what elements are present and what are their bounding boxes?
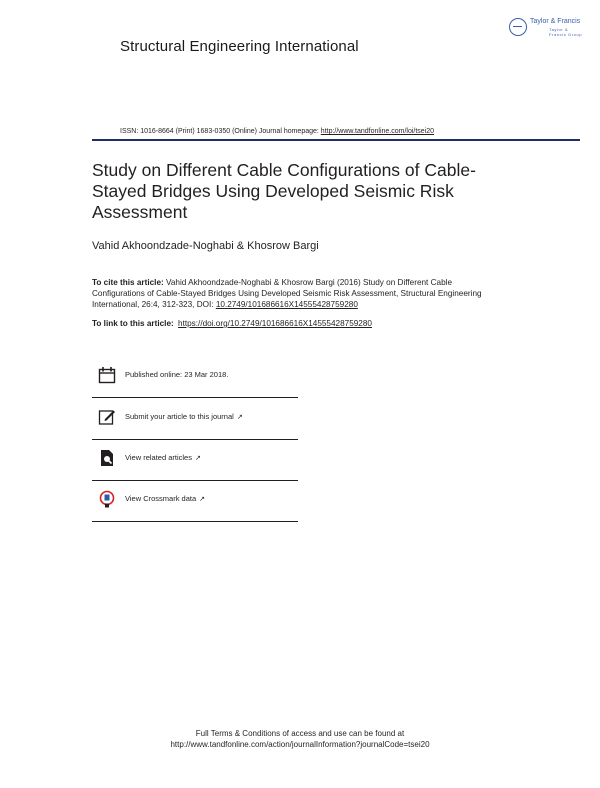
link-line: [92, 319, 372, 328]
citation-label: To cite this article:: [92, 278, 164, 287]
crossmark-row[interactable]: [98, 490, 298, 512]
link-label: To link to this article:: [92, 319, 174, 328]
search-document-icon: [98, 449, 116, 467]
info-divider: [92, 480, 298, 481]
header-rule: [92, 139, 580, 141]
citation-text: Vahid Akhoondzade-Noghabi & Khosrow Bargi (2016) Study on Different Cable Configurations of Cable-Stayed Bridges Using Developed Seismic Risk Assessment, Structural Engineering International, 26:4, 312-323, DOI:: [92, 278, 482, 309]
related-articles-row[interactable]: [98, 449, 298, 471]
related-articles-link[interactable]: View related articles ↗: [125, 453, 201, 462]
external-link-icon: ↗: [194, 455, 201, 462]
footer-terms: Full Terms & Conditions of access and use can be found at: [195, 729, 405, 738]
publisher-group: Taylor & Francis Group: [549, 27, 583, 37]
footer-terms-link[interactable]: http://www.tandfonline.com/action/journalInformation?journalCode=tsei20: [170, 740, 430, 749]
journal-homepage-link[interactable]: http://www.tandfonline.com/loi/tsei20: [320, 128, 435, 135]
article-doi-link[interactable]: https://doi.org/10.2749/101686616X14555428759280: [178, 319, 372, 328]
article-title: Study on Different Cable Configurations of Cable-Stayed Bridges Using Developed Seismic Risk Assessment: [92, 160, 476, 222]
citation-doi-link[interactable]: 10.2749/101686616X14555428759280: [215, 300, 358, 309]
publisher-name: Taylor & Francis: [530, 18, 581, 25]
publisher-logo-icon: [509, 18, 527, 36]
issn-text: ISSN: 1016-8664 (Print) 1683-0350 (Online) Journal homepage:: [120, 128, 321, 135]
article-authors: Vahid Akhoondzade-Noghabi & Khosrow Bargi: [92, 240, 319, 252]
journal-title: Structural Engineering International: [120, 38, 359, 55]
info-divider: [92, 521, 298, 522]
info-divider: [92, 397, 298, 398]
publisher-logo[interactable]: [509, 16, 583, 40]
calendar-icon: [98, 366, 116, 384]
external-link-icon: ↗: [236, 414, 243, 421]
citation-block: [92, 277, 492, 310]
issn-line: [120, 128, 434, 135]
submit-article-row[interactable]: [98, 408, 298, 430]
external-link-icon: ↗: [199, 496, 206, 503]
edit-icon: [98, 408, 116, 426]
crossmark-link[interactable]: View Crossmark data ↗: [125, 494, 206, 503]
info-divider: [92, 439, 298, 440]
published-online-label: Published online: 23 Mar 2018.: [125, 370, 229, 379]
published-online-row: [98, 366, 298, 388]
submit-article-link[interactable]: Submit your article to this journal ↗: [125, 412, 243, 421]
crossmark-icon: [98, 490, 116, 508]
